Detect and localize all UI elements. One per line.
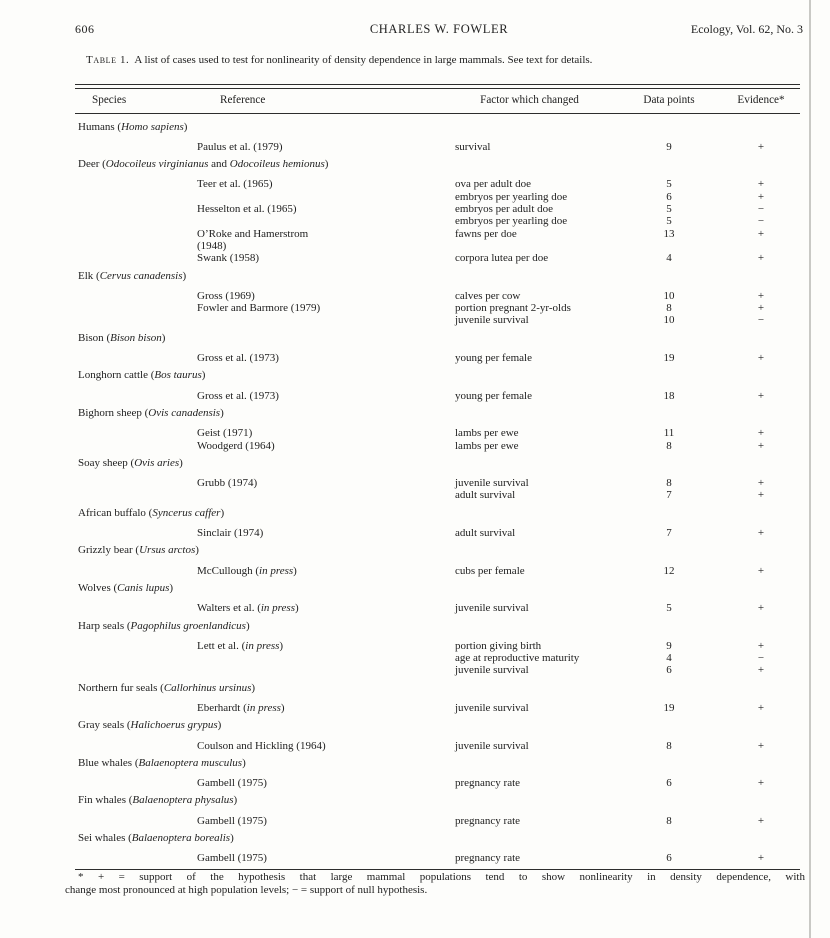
factor-cell: portion giving birth xyxy=(455,639,542,652)
species-latin: Bos taurus xyxy=(154,369,202,382)
reference-text: Gross (1969) xyxy=(197,289,255,302)
species-latin: Ovis aries xyxy=(134,456,180,469)
data-points-cell: 4 xyxy=(666,652,672,665)
species-common: Harp seals xyxy=(78,619,125,632)
species-common: Soay sheep xyxy=(78,456,128,469)
data-points-cell: 6 xyxy=(666,664,672,677)
species-spacer-cell xyxy=(75,815,197,827)
data-points-cell: 9 xyxy=(666,639,672,652)
species-row: Humans (Homo sapiens) xyxy=(78,120,188,133)
factor-cell: embryos per adult doe xyxy=(455,203,554,216)
reference-cell xyxy=(197,777,455,789)
journal-reference: Ecology, Vol. 62, No. 3 xyxy=(690,22,803,36)
evidence-cell: + xyxy=(757,252,765,265)
reference-cell xyxy=(197,191,455,203)
reference-cell xyxy=(197,489,455,501)
species-row: Harp seals (Pagophilus groenlandicus) xyxy=(78,619,250,632)
species-common: Gray seals xyxy=(78,719,125,732)
in-press-label: in press xyxy=(260,602,295,615)
case-row xyxy=(75,240,800,252)
column-header-data-points: Data points xyxy=(643,93,695,106)
reference-cell xyxy=(197,252,455,264)
footnote-line-1: * + = support of the hypothesis that large mammal populations tend to show nonlinearity in density dependence, with xyxy=(78,871,805,883)
species-row: Bison (Bison bison) xyxy=(78,331,166,344)
reference-cell xyxy=(197,228,455,240)
data-points-cell: 5 xyxy=(666,602,672,615)
column-header-species: Species xyxy=(92,93,127,106)
reference-text: Gross et al. (1973) xyxy=(197,389,279,402)
species-row: Wolves (Canis lupus) xyxy=(78,581,174,594)
data-points-cell: 10 xyxy=(663,314,675,327)
data-points-cell: 6 xyxy=(666,852,672,865)
factor-cell: fawns per doe xyxy=(455,227,517,240)
evidence-cell: + xyxy=(757,639,765,652)
table-header-row xyxy=(75,89,800,114)
evidence-cell: + xyxy=(757,739,765,752)
case-row xyxy=(75,302,800,314)
case-row xyxy=(75,191,800,203)
reference-cell: McCullough (in press) xyxy=(197,564,297,577)
species-spacer-cell xyxy=(75,527,197,539)
factor-cell: young per female xyxy=(455,389,532,402)
data-points-cell: 6 xyxy=(666,190,672,203)
factor-cell: juvenile survival xyxy=(455,739,529,752)
evidence-cell: − xyxy=(757,652,765,665)
species-latin: Balaenoptera musculus xyxy=(138,756,243,769)
species-common: Elk xyxy=(78,269,94,282)
species-spacer-cell xyxy=(75,302,197,314)
species-common: Humans xyxy=(78,120,115,133)
factor-cell: lambs per ewe xyxy=(455,427,519,440)
case-row xyxy=(75,852,800,864)
evidence-cell: + xyxy=(757,389,765,402)
data-points-cell: 13 xyxy=(663,227,675,240)
data-points-cell: 8 xyxy=(666,302,672,315)
factor-cell: young per female xyxy=(455,352,532,365)
species-latin: Syncerus caffer xyxy=(152,506,221,519)
evidence-cell: + xyxy=(757,489,765,502)
factor-cell: juvenile survival xyxy=(455,664,529,677)
table-footnote xyxy=(65,871,805,897)
case-row xyxy=(75,702,800,714)
reference-cell xyxy=(197,178,455,190)
reference-cell xyxy=(197,477,455,489)
evidence-cell: + xyxy=(757,564,765,577)
case-row xyxy=(75,489,800,501)
reference-cell xyxy=(197,290,455,302)
evidence-cell: + xyxy=(757,814,765,827)
case-row xyxy=(75,815,800,827)
species-common: Northern fur seals xyxy=(78,681,158,694)
data-points-cell: 18 xyxy=(663,389,675,402)
reference-cell xyxy=(197,314,455,326)
column-header-reference: Reference xyxy=(220,93,266,106)
species-latin: Callorhinus ursinus xyxy=(163,681,252,694)
case-row xyxy=(75,652,800,664)
running-title: CHARLES W. FOWLER xyxy=(369,22,509,36)
table-caption-text: A list of cases used to test for nonlinearity of density dependence in large mammals. See text for details. xyxy=(134,54,593,66)
evidence-cell: + xyxy=(757,527,765,540)
evidence-cell: − xyxy=(757,314,765,327)
data-points-cell: 11 xyxy=(663,427,675,440)
reference-text: Walters et al. xyxy=(197,602,255,615)
species-row: Soay sheep (Ovis aries) xyxy=(78,456,183,469)
factor-cell: survival xyxy=(455,140,491,153)
reference-cell: Walters et al. (in press) xyxy=(197,602,299,615)
case-row xyxy=(75,252,800,264)
species-spacer-cell xyxy=(75,602,197,614)
species-row: Northern fur seals (Callorhinus ursinus) xyxy=(78,681,256,694)
species-row: Grizzly bear (Ursus arctos) xyxy=(78,544,199,557)
reference-cell xyxy=(197,203,455,215)
factor-cell: juvenile survival xyxy=(455,701,529,714)
species-common: Bighorn sheep xyxy=(78,406,142,419)
species-spacer-cell xyxy=(75,141,197,153)
species-common: Deer xyxy=(78,158,100,171)
reference-cell xyxy=(197,427,455,439)
data-points-cell: 5 xyxy=(666,178,672,191)
species-latin: Bison bison xyxy=(110,331,162,344)
data-points-cell: 7 xyxy=(666,489,672,502)
case-row xyxy=(75,477,800,489)
species-spacer-cell xyxy=(75,352,197,364)
case-row xyxy=(75,290,800,302)
species-spacer-cell xyxy=(75,777,197,789)
species-row: Sei whales (Balaenoptera borealis) xyxy=(78,832,234,845)
reference-text: Sinclair (1974) xyxy=(197,527,264,540)
species-latin: Canis lupus xyxy=(117,581,170,594)
case-row xyxy=(75,352,800,364)
reference-text: Swank (1958) xyxy=(197,252,260,265)
species-common: Sei whales xyxy=(78,832,126,845)
factor-cell: embryos per yearling doe xyxy=(455,190,568,203)
data-points-cell: 8 xyxy=(666,739,672,752)
case-row xyxy=(75,141,800,153)
evidence-cell: + xyxy=(757,664,765,677)
reference-text: Grubb (1974) xyxy=(197,477,258,490)
species-common: Blue whales xyxy=(78,756,133,769)
species-spacer-cell xyxy=(75,178,197,190)
species-spacer-cell xyxy=(75,652,197,664)
factor-cell: juvenile survival xyxy=(455,314,529,327)
evidence-cell: + xyxy=(757,777,765,790)
reference-cell: Eberhardt (in press) xyxy=(197,701,285,714)
case-row xyxy=(75,228,800,240)
table-1 xyxy=(75,84,800,870)
factor-cell: pregnancy rate xyxy=(455,777,521,790)
case-row xyxy=(75,215,800,227)
scan-edge-line xyxy=(809,0,811,938)
factor-cell: embryos per yearling doe xyxy=(455,215,568,228)
data-points-cell: 12 xyxy=(663,564,675,577)
data-points-cell: 19 xyxy=(663,352,675,365)
evidence-cell: − xyxy=(757,215,765,228)
reference-text: Lett et al. xyxy=(197,639,239,652)
reference-cell xyxy=(197,664,455,676)
species-latin-2: Odocoileus hemionus xyxy=(229,158,325,171)
evidence-cell: + xyxy=(757,427,765,440)
case-row xyxy=(75,178,800,190)
factor-cell: adult survival xyxy=(455,489,516,502)
evidence-cell: − xyxy=(757,203,765,216)
factor-cell: juvenile survival xyxy=(455,602,529,615)
reference-cell xyxy=(197,141,455,153)
reference-text: Gambell (1975) xyxy=(197,777,267,790)
data-points-cell: 8 xyxy=(666,477,672,490)
species-spacer-cell xyxy=(75,215,197,227)
species-latin: Ursus arctos xyxy=(139,544,196,557)
reference-cell xyxy=(197,352,455,364)
data-points-cell xyxy=(630,240,708,252)
species-spacer-cell xyxy=(75,252,197,264)
data-points-cell: 5 xyxy=(666,203,672,216)
factor-cell: cubs per female xyxy=(455,564,525,577)
reference-text: Gambell (1975) xyxy=(197,852,267,865)
footnote-line-2: change most pronounced at high population levels; − = support of null hypothesis. xyxy=(65,883,428,896)
reference-cell xyxy=(197,852,455,864)
species-latin: Pagophilus groenlandicus xyxy=(130,619,246,632)
species-spacer-cell xyxy=(75,203,197,215)
reference-cell xyxy=(197,240,455,252)
table-caption xyxy=(75,54,802,67)
reference-text: Paulus et al. (1979) xyxy=(197,140,283,153)
species-latin: Homo sapiens xyxy=(121,120,184,133)
page-number: 606 xyxy=(75,22,95,36)
data-points-cell: 7 xyxy=(666,527,672,540)
in-press-label: in press xyxy=(245,639,280,652)
species-spacer-cell xyxy=(75,191,197,203)
reference-text: Geist (1971) xyxy=(197,427,253,440)
species-spacer-cell xyxy=(75,852,197,864)
factor-cell: calves per cow xyxy=(455,289,521,302)
species-row: Bighorn sheep (Ovis canadensis) xyxy=(78,406,224,419)
reference-cell xyxy=(197,815,455,827)
factor-cell: pregnancy rate xyxy=(455,814,521,827)
reference-text: Fowler and Barmore (1979) xyxy=(197,302,321,315)
factor-cell: juvenile survival xyxy=(455,477,529,490)
running-head xyxy=(65,22,805,37)
case-row xyxy=(75,602,800,614)
species-row: Fin whales (Balaenoptera physalus) xyxy=(78,794,238,807)
species-common: Fin whales xyxy=(78,794,126,807)
reference-text: Woodgerd (1964) xyxy=(197,439,275,452)
factor-cell: pregnancy rate xyxy=(455,852,521,865)
species-spacer-cell xyxy=(75,427,197,439)
case-row xyxy=(75,390,800,402)
species-latin: Odocoileus virginianus xyxy=(105,158,209,171)
species-joiner: and xyxy=(208,158,230,171)
reference-text: Teer et al. (1965) xyxy=(197,178,273,191)
reference-cell xyxy=(197,215,455,227)
species-latin: Halichoerus grypus xyxy=(130,719,218,732)
case-row xyxy=(75,565,800,577)
data-points-cell: 4 xyxy=(666,252,672,265)
evidence-cell: + xyxy=(757,302,765,315)
factor-cell: lambs per ewe xyxy=(455,439,519,452)
factor-cell: portion pregnant 2-yr-olds xyxy=(455,302,571,315)
reference-text: (1948) xyxy=(197,239,227,252)
case-row xyxy=(75,427,800,439)
evidence-cell: + xyxy=(757,289,765,302)
species-common: Longhorn cattle xyxy=(78,369,148,382)
data-points-cell: 8 xyxy=(666,439,672,452)
evidence-cell: + xyxy=(757,352,765,365)
evidence-cell: + xyxy=(757,439,765,452)
factor-cell: corpora lutea per doe xyxy=(455,252,549,265)
species-latin: Balaenoptera physalus xyxy=(132,794,234,807)
case-row xyxy=(75,440,800,452)
evidence-cell: + xyxy=(757,852,765,865)
table-caption-label: Table 1. xyxy=(86,54,130,66)
species-spacer-cell xyxy=(75,640,197,652)
species-row: Longhorn cattle (Bos taurus) xyxy=(78,369,206,382)
species-common: African buffalo xyxy=(78,506,146,519)
factor-cell: ova per adult doe xyxy=(455,178,532,191)
reference-cell xyxy=(197,440,455,452)
species-spacer-cell xyxy=(75,228,197,240)
reference-cell xyxy=(197,652,455,664)
species-row: Deer (Odocoileus virginianus and Odocoileus hemionus) xyxy=(78,158,329,171)
case-row xyxy=(75,640,800,652)
case-row xyxy=(75,740,800,752)
data-points-cell: 5 xyxy=(666,215,672,228)
species-common: Wolves xyxy=(78,581,111,594)
species-latin: Balaenoptera borealis xyxy=(131,832,231,845)
species-spacer-cell xyxy=(75,702,197,714)
species-row: Elk (Cervus canadensis) xyxy=(78,269,187,282)
evidence-cell: + xyxy=(757,477,765,490)
species-spacer-cell xyxy=(75,664,197,676)
evidence-cell: + xyxy=(757,602,765,615)
case-row xyxy=(75,777,800,789)
species-spacer-cell xyxy=(75,477,197,489)
reference-text: Coulson and Hickling (1964) xyxy=(197,739,326,752)
species-spacer-cell xyxy=(75,489,197,501)
factor-cell: age at reproductive maturity xyxy=(455,652,580,665)
reference-text: O’Roke and Hamerstrom xyxy=(197,227,309,240)
species-common: Grizzly bear xyxy=(78,544,133,557)
species-spacer-cell xyxy=(75,290,197,302)
evidence-cell: + xyxy=(757,701,765,714)
column-header-evidence: Evidence* xyxy=(737,93,785,106)
table-body xyxy=(75,114,800,870)
reference-cell xyxy=(197,390,455,402)
species-spacer-cell xyxy=(75,390,197,402)
species-common: Bison xyxy=(78,331,104,344)
reference-cell xyxy=(197,740,455,752)
reference-text: Eberhardt xyxy=(197,701,241,714)
species-latin: Ovis canadensis xyxy=(148,406,221,419)
data-points-cell: 8 xyxy=(666,814,672,827)
evidence-cell xyxy=(708,240,800,252)
reference-text: Hesselton et al. (1965) xyxy=(197,203,297,216)
reference-text: Gross et al. (1973) xyxy=(197,352,279,365)
species-row: African buffalo (Syncerus caffer) xyxy=(78,506,225,519)
species-spacer-cell xyxy=(75,240,197,252)
evidence-cell: + xyxy=(757,140,765,153)
factor-cell: adult survival xyxy=(455,527,516,540)
reference-cell: Lett et al. (in press) xyxy=(197,639,284,652)
species-spacer-cell xyxy=(75,565,197,577)
reference-text: Gambell (1975) xyxy=(197,814,267,827)
data-points-cell: 9 xyxy=(666,140,672,153)
species-row: Blue whales (Balaenoptera musculus) xyxy=(78,756,246,769)
case-row xyxy=(75,314,800,326)
case-row xyxy=(75,527,800,539)
species-spacer-cell xyxy=(75,314,197,326)
factor-cell xyxy=(455,240,630,252)
species-latin: Cervus canadensis xyxy=(99,269,183,282)
evidence-cell: + xyxy=(757,178,765,191)
species-spacer-cell xyxy=(75,440,197,452)
evidence-cell: + xyxy=(757,190,765,203)
column-header-factor: Factor which changed xyxy=(480,93,579,106)
in-press-label: in press xyxy=(259,564,294,577)
species-row: Gray seals (Halichoerus grypus) xyxy=(78,719,222,732)
reference-cell xyxy=(197,527,455,539)
data-points-cell: 19 xyxy=(663,701,675,714)
evidence-cell: + xyxy=(757,227,765,240)
reference-text: McCullough xyxy=(197,564,253,577)
data-points-cell: 10 xyxy=(663,289,675,302)
data-points-cell: 6 xyxy=(666,777,672,790)
reference-cell xyxy=(197,302,455,314)
case-row xyxy=(75,664,800,676)
case-row xyxy=(75,203,800,215)
in-press-label: in press xyxy=(246,701,281,714)
species-spacer-cell xyxy=(75,740,197,752)
